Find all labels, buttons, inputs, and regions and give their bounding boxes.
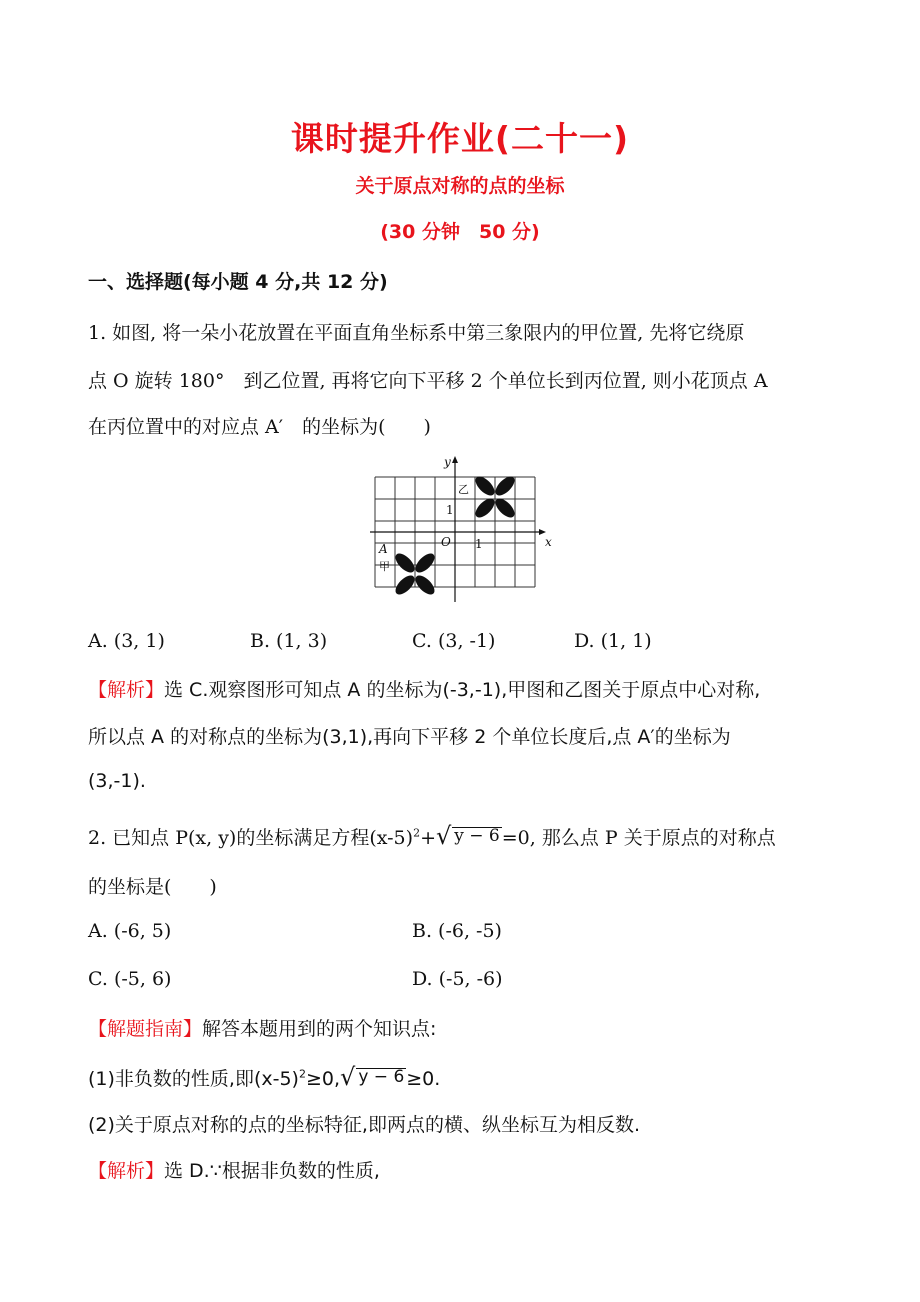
q2-point-2: (2)关于原点对称的点的坐标特征,即两点的横、纵坐标互为相反数.	[88, 1114, 640, 1136]
point1-post: ≥0.	[406, 1068, 441, 1090]
analysis-text: 选 C.观察图形可知点 A 的坐标为(-3,-1),甲图和乙图关于原点中心对称,	[164, 679, 761, 701]
q1-option-b: B. (1, 3)	[250, 630, 328, 652]
q1-line-3: 在丙位置中的对应点 A′ 的坐标为( )	[88, 416, 431, 438]
label-yi: 乙	[458, 483, 469, 496]
q2-option-c: C. (-5, 6)	[88, 968, 172, 990]
q2-line-1-post: =0, 那么点 P 关于原点的对称点	[501, 827, 776, 849]
q1-analysis-1	[88, 675, 760, 702]
coordinate-figure	[370, 452, 555, 602]
q2-plus: +	[420, 827, 436, 849]
time-limit: (30 分钟 50 分)	[380, 221, 540, 243]
label-a: A	[379, 542, 388, 556]
label-jia: 甲	[379, 560, 390, 573]
point1-mid: ≥0,	[305, 1068, 341, 1090]
origin-label: O	[441, 535, 451, 549]
point1-pre: (1)非负数的性质,即(x-5)	[88, 1068, 299, 1090]
analysis-tag: 【解析】	[88, 679, 165, 701]
page-title: 课时提升作业(二十一)	[290, 119, 630, 158]
q2-line-1	[88, 823, 776, 850]
analysis-text: 选 D.∵根据非负数的性质,	[164, 1160, 380, 1182]
x-axis-label: x	[545, 535, 552, 549]
q1-analysis-2: 所以点 A 的对称点的坐标为(3,1),再向下平移 2 个单位长度后,点 A′的坐标为	[88, 726, 731, 748]
guide-tag: 【解题指南】	[88, 1018, 203, 1040]
analysis-tag: 【解析】	[88, 1160, 165, 1182]
q1-line-1: 1. 如图, 将一朵小花放置在平面直角坐标系中第三象限内的甲位置, 先将它绕原	[88, 322, 745, 344]
y-axis-label: y	[444, 455, 451, 469]
q2-sqrt-expr: y − 6	[454, 826, 500, 846]
q2-exponent: 2	[413, 826, 421, 840]
q1-option-c: C. (3, -1)	[412, 630, 496, 652]
q2-line-1-pre: 2. 已知点 P(x, y)的坐标满足方程(x-5)	[88, 827, 414, 849]
point1-sqrt-expr: y − 6	[358, 1067, 405, 1087]
q2-analysis-1	[88, 1156, 380, 1183]
q2-option-a: A. (-6, 5)	[88, 920, 172, 942]
section-heading: 一、选择题(每小题 4 分,共 12 分)	[88, 271, 388, 293]
tick-x-label: 1	[475, 537, 483, 551]
guide-text: 解答本题用到的两个知识点:	[202, 1018, 437, 1040]
q1-option-d: D. (1, 1)	[574, 630, 652, 652]
q1-analysis-3: (3,-1).	[88, 770, 146, 792]
q1-line-2: 点 O 旋转 180° 到乙位置, 再将它向下平移 2 个单位长到丙位置, 则小花顶点 A	[88, 370, 768, 392]
tick-y-label: 1	[446, 503, 454, 517]
q2-point-1	[88, 1064, 440, 1091]
q1-option-a: A. (3, 1)	[88, 630, 165, 652]
point1-exponent: 2	[298, 1067, 306, 1081]
sqrt-icon: √	[340, 1063, 356, 1091]
q2-option-b: B. (-6, -5)	[412, 920, 502, 942]
q2-line-2: 的坐标是( )	[88, 876, 217, 898]
q2-guide	[88, 1014, 436, 1041]
q2-option-d: D. (-5, -6)	[412, 968, 503, 990]
sqrt-icon: √	[435, 822, 452, 850]
page-subtitle: 关于原点对称的点的坐标	[355, 175, 565, 197]
